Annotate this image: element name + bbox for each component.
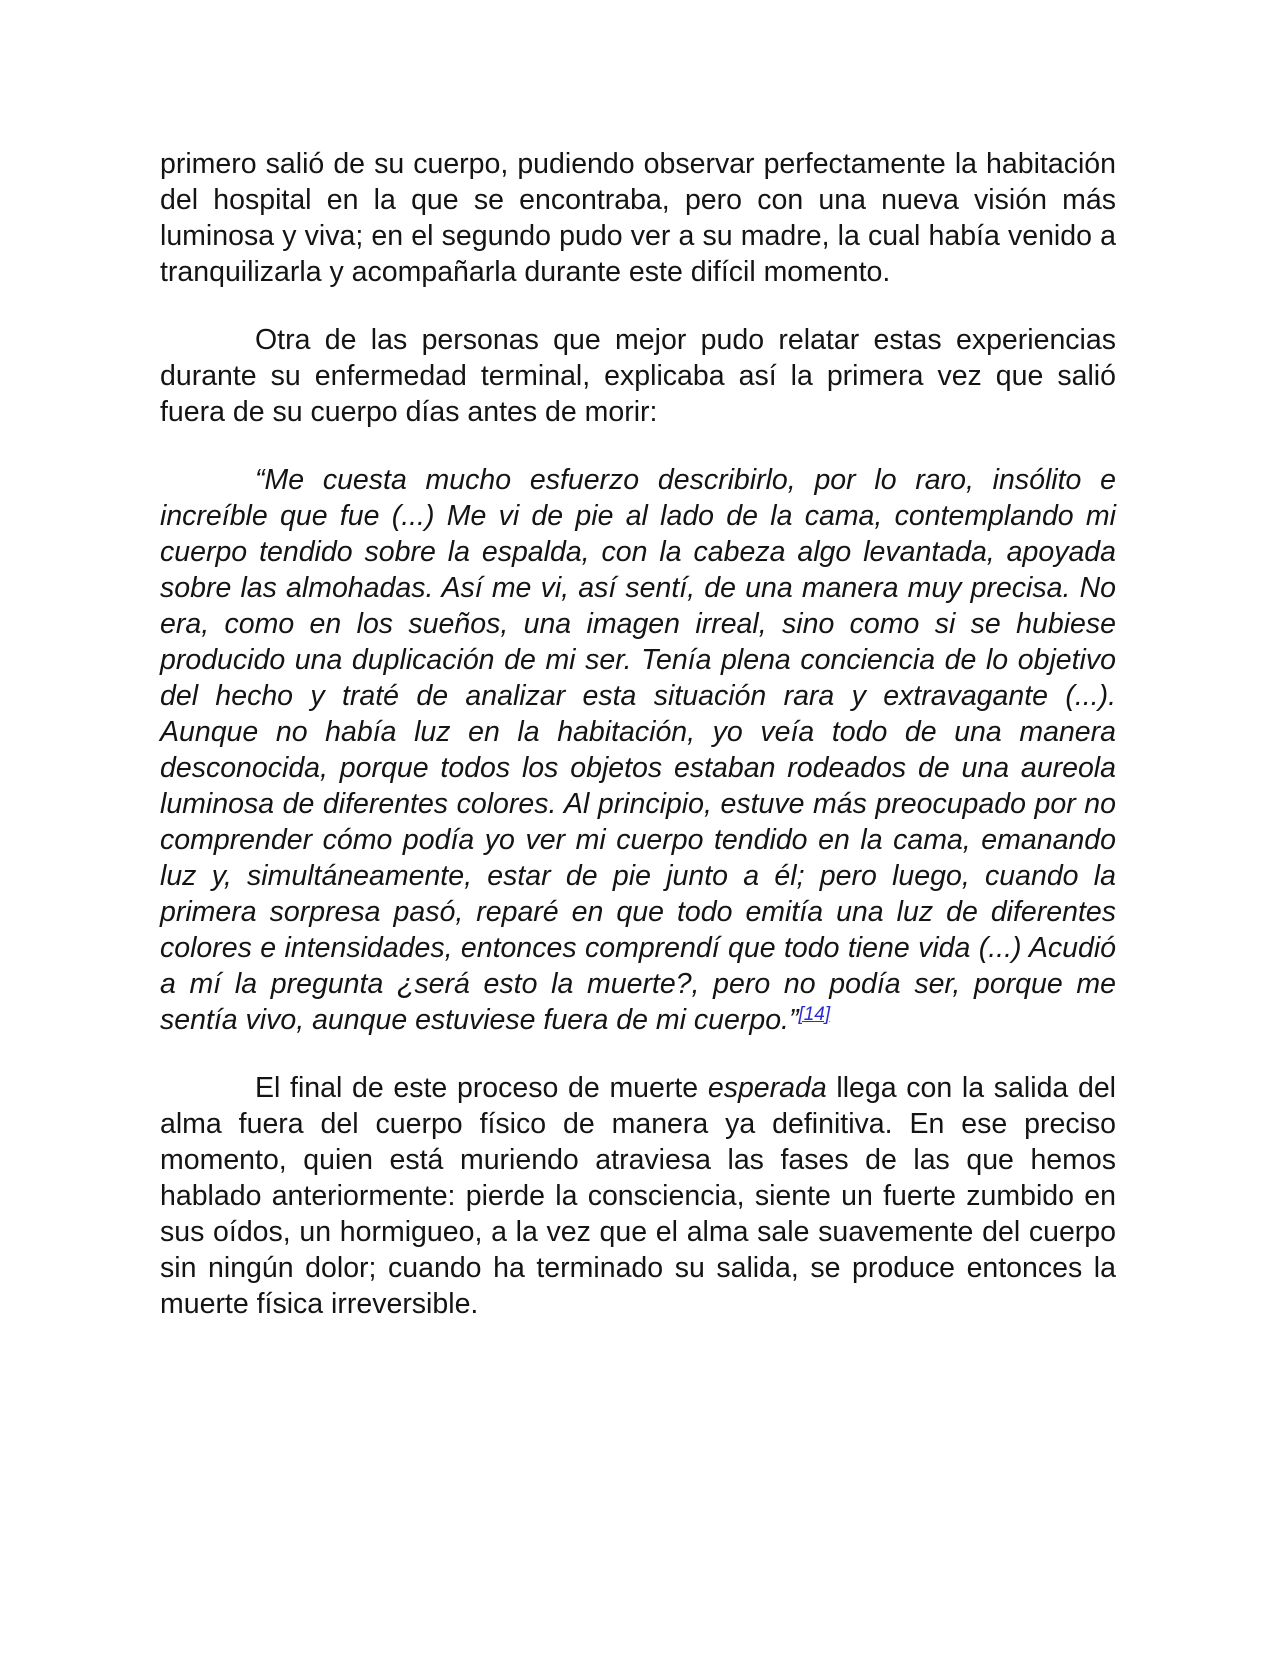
block-quote xyxy=(160,462,1116,1038)
footnote-link[interactable]: [14] xyxy=(798,1004,831,1025)
paragraph-intro-quote: Otra de las personas que mejor pudo relatar estas experiencias durante su enfermedad terminal, explicaba así la primera vez que salió fuera de su cuerpo días antes de morir: xyxy=(160,324,1116,428)
emphasis-word: esperada xyxy=(707,1072,827,1104)
document-page xyxy=(160,146,1116,1354)
paragraph-final-end: llega con la salida del alma fuera del cuerpo físico de manera ya definitiva. En ese preciso momento, quien está muriendo atraviesa las fases de las que hemos hablado anteriormente: pierde la consciencia, siente un fuerte zumbido en sus oídos, un hormigueo, a la vez que el alma sale suavemente del cuerpo sin ningún dolor; cuando ha terminado su salida, se produce entonces la muerte física irreversible. xyxy=(160,1072,1116,1320)
paragraph-final xyxy=(160,1070,1116,1322)
paragraph-continuation: primero salió de su cuerpo, pudiendo observar perfectamente la habitación del hospital en la que se encontraba, pero con una nueva visión más luminosa y viva; en el segundo pudo ver a su madre, la cual había venido a tranquilizarla y acompañarla durante este difícil momento. xyxy=(160,148,1116,288)
paragraph-final-start: El final de este proceso de muerte xyxy=(255,1072,708,1104)
quote-text: “Me cuesta mucho esfuerzo describirlo, por lo raro, insólito e increíble que fue (...) Me vi de pie al lado de la cama, contemplando mi cuerpo tendido sobre la espalda, con la cabeza algo levantada, apoyada sobre las almohadas. Así me vi, así sentí, de una manera muy precisa. No era, como en los sueños, una imagen irreal, sino como si se hubiese producido una duplicación de mi ser. Tenía plena conciencia de lo objetivo del hecho y traté de analizar esta situación rara y extravagante (...). Aunque no había luz en la habitación, yo veía todo de una manera desconocida, porque todos los objetos estaban rodeados de una aureola luminosa de diferentes colores. Al principio, estuve más preocupado por no comprender cómo podía yo ver mi cuerpo tendido en la cama, emanando luz y, simultáneamente, estar de pie junto a él; pero luego, cuando la primera sorpresa pasó, reparé en que todo emitía una luz de diferentes colores e intensidades, entonces comprendí que todo tiene vida (...) Acudió a mí la pregunta ¿será esto la muerte?, pero no podía ser, porque me sentía vivo, aunque estuviese fuera de mi cuerpo.” xyxy=(160,464,1116,1036)
